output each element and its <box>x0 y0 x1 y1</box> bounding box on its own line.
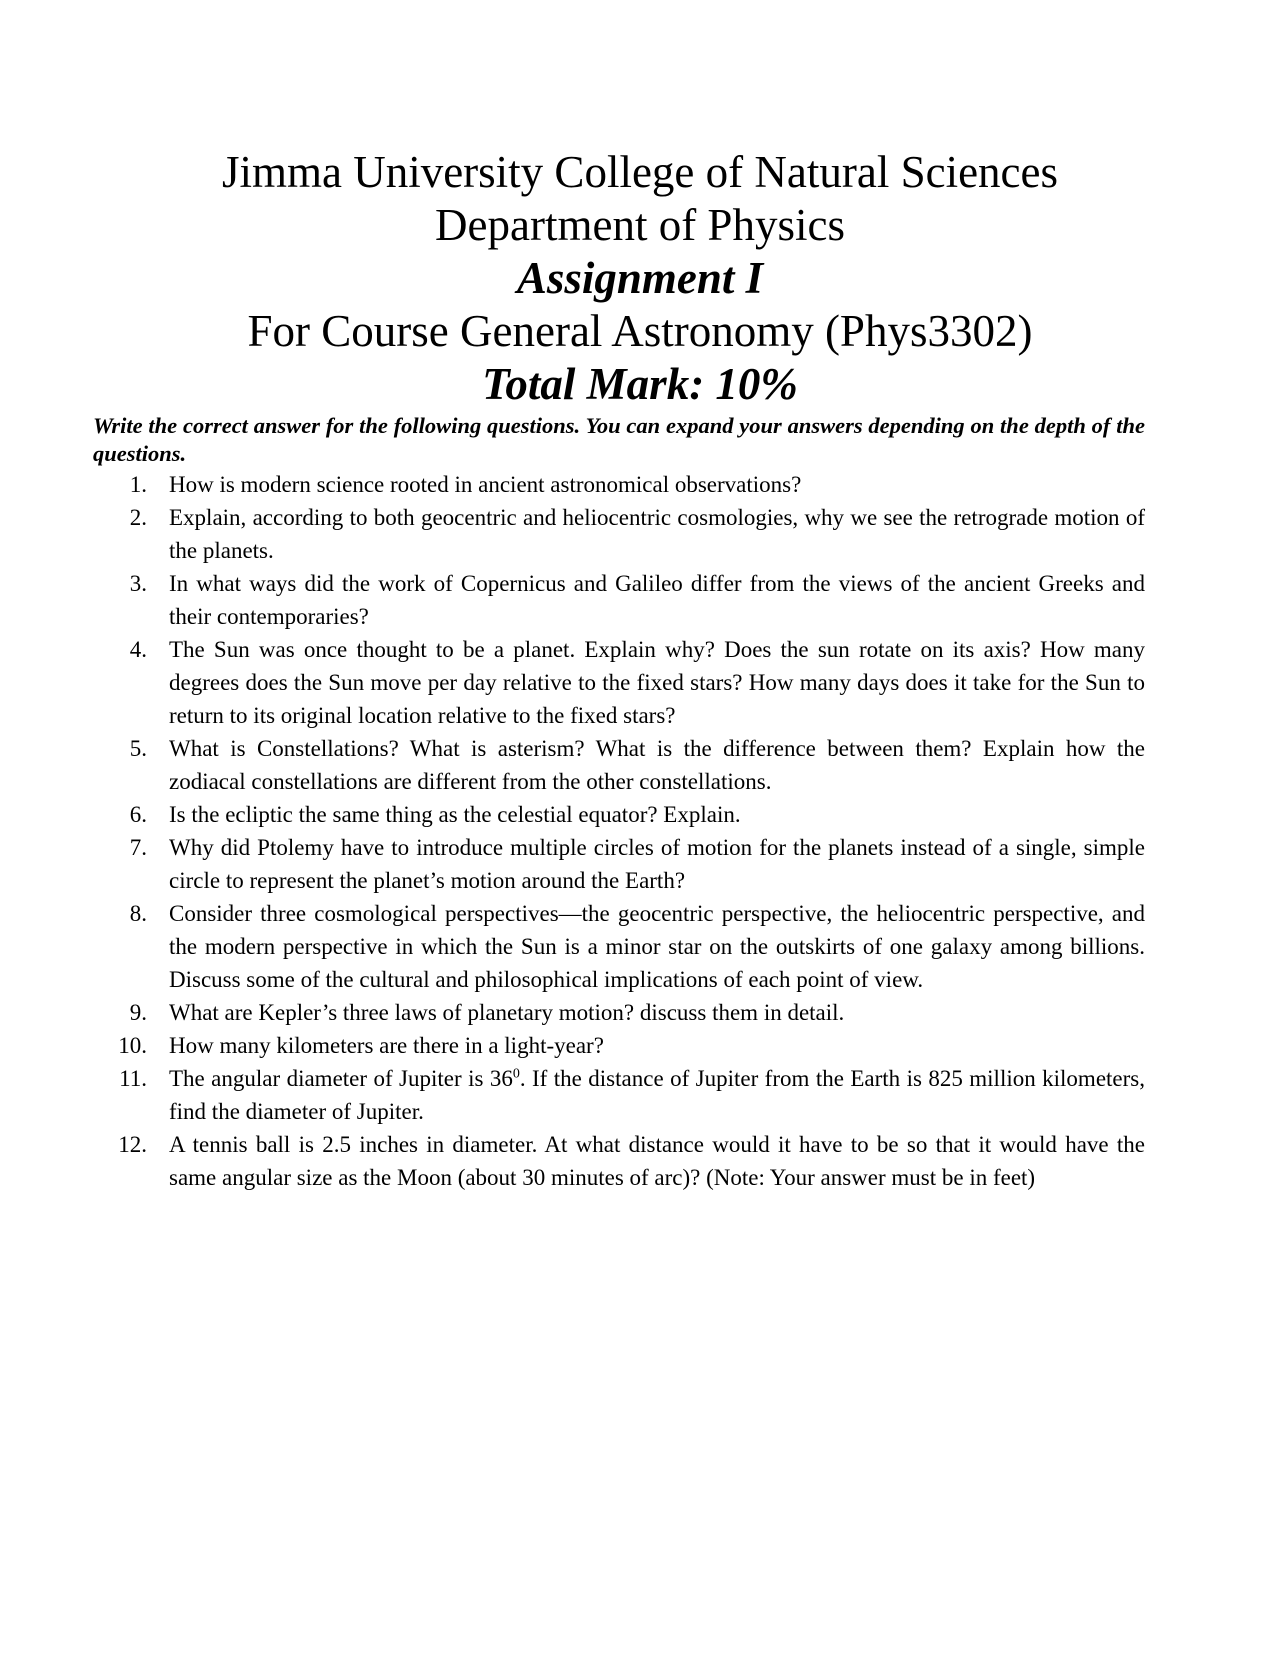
question-text: Explain, according to both geocentric and heliocentric cosmologies, why we see the retrograde motion of the planets. <box>169 505 1145 563</box>
question-text: The Sun was once thought to be a planet. Explain why? Does the sun rotate on its axis? How many degrees does the Sun move per day relative to the fixed stars? How many days does it take for the Sun to return to its original location relative to the fixed stars? <box>169 637 1145 728</box>
question-text: What are Kepler’s three laws of planetary motion? discuss them in detail. <box>169 1000 845 1025</box>
question-item <box>93 468 1145 501</box>
assignment-title: Assignment I <box>516 253 764 303</box>
document-header <box>0 146 1280 411</box>
question-number: 4. <box>129 637 147 662</box>
question-item <box>93 501 1145 567</box>
question-text: How many kilometers are there in a light-year? <box>169 1033 604 1058</box>
question-list <box>93 468 1145 1194</box>
question-number: 6. <box>129 802 147 827</box>
instructions: Write the correct answer for the following questions. You can expand your answers depending on the depth of the questions. <box>93 413 1145 466</box>
question-text: Why did Ptolemy have to introduce multiple circles of motion for the planets instead of a single, simple circle to represent the planet’s motion around the Earth? <box>169 835 1145 893</box>
question-text: Is the ecliptic the same thing as the celestial equator? Explain. <box>169 802 741 827</box>
question-item <box>93 732 1145 798</box>
question-number: 10. <box>118 1033 147 1058</box>
question-item <box>93 798 1145 831</box>
question-number: 8. <box>129 901 147 926</box>
question-text: Consider three cosmological perspectives—the geocentric perspective, the heliocentric perspective, and the modern perspective in which the Sun is a minor star on the outskirts of one galaxy among billions. Discuss some of the cultural and philosophical implications of each point of view. <box>169 901 1145 992</box>
question-number: 3. <box>129 571 147 596</box>
question-text: A tennis ball is 2.5 inches in diameter. At what distance would it have to be so that it would have the same angular size as the Moon (about 30 minutes of arc)? (Note: Your answer must be in feet) <box>169 1132 1145 1190</box>
question-text: In what ways did the work of Copernicus and Galileo differ from the views of the ancient Greeks and their contemporaries? <box>169 571 1145 629</box>
question-text: What is Constellations? What is asterism? What is the difference between them? Explain how the zodiacal constellations are different from the other constellations. <box>169 736 1145 794</box>
question-text-after: . If the distance of Jupiter from the Earth is 825 million kilometers, find the diameter of Jupiter. <box>169 1066 1145 1124</box>
question-item <box>93 1029 1145 1062</box>
university-title: Jimma University College of Natural Sciences <box>221 147 1059 197</box>
question-text: How is modern science rooted in ancient astronomical observations? <box>169 472 802 497</box>
question-number: 9. <box>129 1000 147 1025</box>
question-text <box>169 1066 1145 1124</box>
department-title: Department of Physics <box>435 200 845 250</box>
question-item <box>93 897 1145 996</box>
question-item <box>93 567 1145 633</box>
question-text-before: The angular diameter of Jupiter is 36 <box>169 1066 513 1091</box>
question-number: 12. <box>118 1132 147 1157</box>
question-item <box>93 996 1145 1029</box>
course-title: For Course General Astronomy (Phys3302) <box>247 306 1033 356</box>
question-item <box>93 831 1145 897</box>
total-mark: Total Mark: 10% <box>482 359 798 409</box>
question-number: 1. <box>129 472 147 497</box>
assignment-body <box>93 412 1145 1194</box>
question-item <box>93 633 1145 732</box>
question-number: 5. <box>129 736 147 761</box>
question-item <box>93 1128 1145 1194</box>
question-number: 7. <box>129 835 147 860</box>
question-item <box>93 1062 1145 1128</box>
question-number: 2. <box>129 505 147 530</box>
question-number: 11. <box>119 1066 147 1091</box>
degree-superscript: 0 <box>512 1066 520 1082</box>
